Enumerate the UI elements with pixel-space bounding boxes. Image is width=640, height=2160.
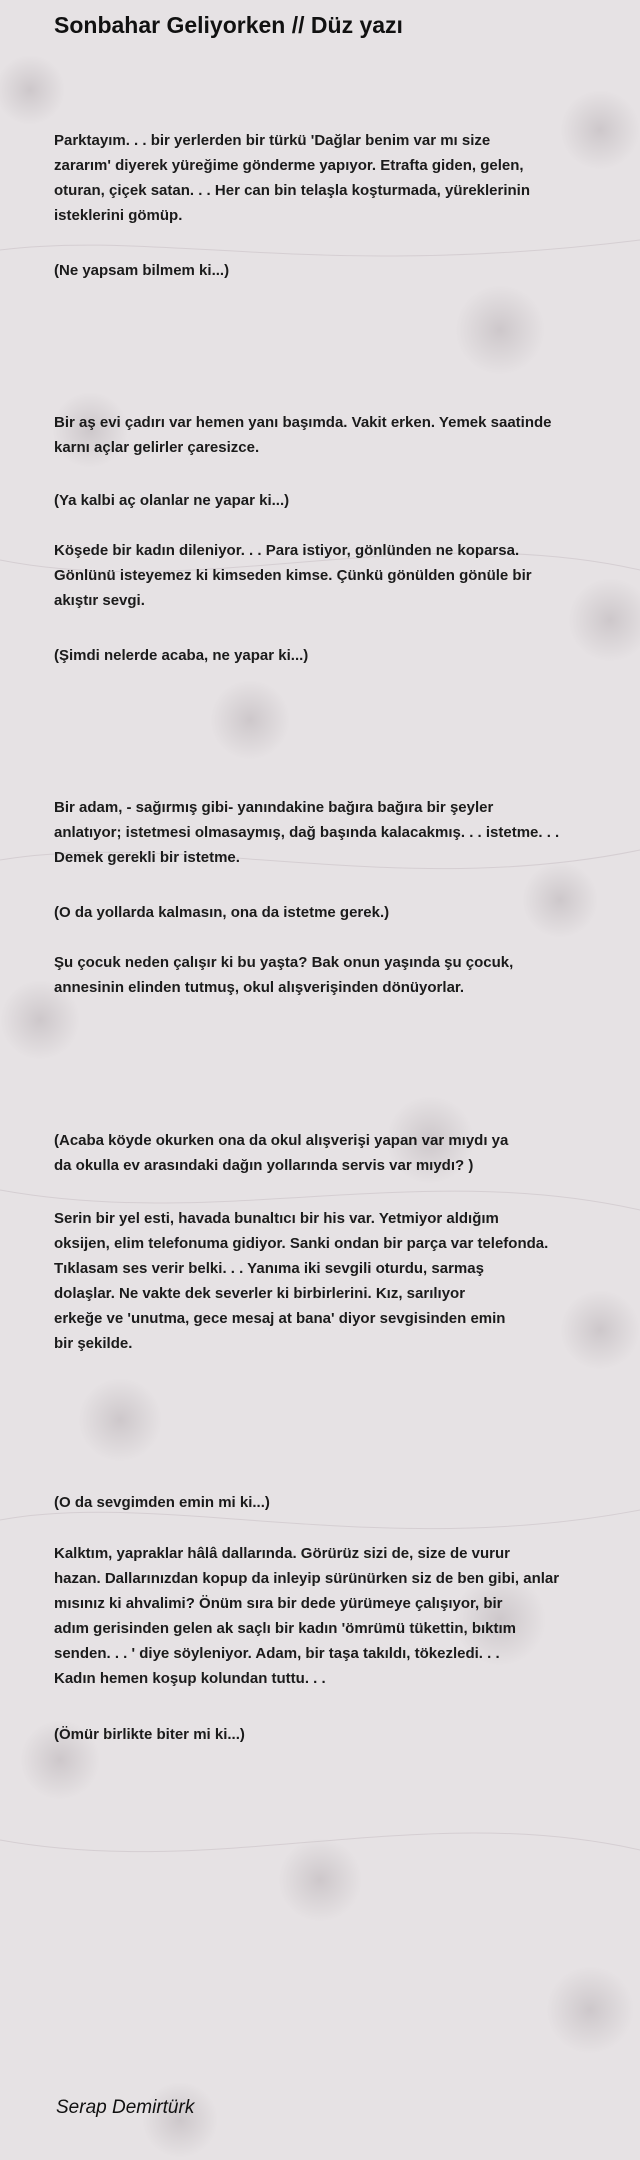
text-line: (Ne yapsam bilmem ki...): [54, 262, 230, 279]
text-line: karnı açlar gelirler çaresizce.: [54, 439, 260, 456]
text-line: Parktayım. . . bir yerlerden bir türkü 'Dağlar benim var mı size: [54, 132, 491, 149]
paragraph-4: [54, 488, 614, 513]
paragraph-12: [54, 1490, 614, 1515]
text-line: hazan. Dallarınızdan kopup da inleyip sürünürken siz de ben gibi, anlar: [54, 1570, 560, 1587]
paragraph-5: [54, 538, 614, 613]
text-line: (O da sevgimden emin mi ki...): [54, 1494, 270, 1511]
paragraph-8: [54, 900, 614, 925]
text-line: Bir adam, - sağırmış gibi- yanındakine bağıra bağıra bir şeyler: [54, 799, 494, 816]
text-line: akıştır sevgi.: [54, 592, 145, 609]
text-line: adım gerisinden gelen ak saçlı bir kadın 'ömrümü tükettin, bıktım: [54, 1620, 517, 1637]
paragraph-13: [54, 1541, 614, 1691]
page-title: Sonbahar Geliyorken // Düz yazı: [54, 12, 403, 38]
text-line: anlatıyor; istetmesi olmasaymış, dağ başında kalacakmış. . . istetme. . .: [54, 824, 560, 841]
text-line: bir şekilde.: [54, 1335, 133, 1352]
text-line: mısınız ki ahvalimi? Önüm sıra bir dede yürümeye çalışıyor, bir: [54, 1595, 503, 1612]
text-line: (Ömür birlikte biter mi ki...): [54, 1726, 245, 1743]
text-line: isteklerini gömüp.: [54, 207, 183, 224]
text-line: Demek gerekli bir istetme.: [54, 849, 240, 866]
text-line: oturan, çiçek satan. . . Her can bin telaşla koşturmada, yüreklerinin: [54, 182, 531, 199]
text-line: Kalktım, yapraklar hâlâ dallarında. Görürüz sizi de, size de vurur: [54, 1545, 510, 1562]
author-signature: Serap Demirtürk: [56, 2097, 195, 2118]
text-line: (Ya kalbi aç olanlar ne yapar ki...): [54, 492, 290, 509]
text-line: senden. . . ' diye söyleniyor. Adam, bir taşa takıldı, tökezledi. . .: [54, 1645, 500, 1662]
text-line: dolaşlar. Ne vakte dek severler ki birbirlerini. Kız, sarılıyor: [54, 1285, 466, 1302]
text-line: oksijen, elim telefonuma gidiyor. Sanki ondan bir parça var telefonda.: [54, 1235, 549, 1252]
text-line: annesinin elinden tutmuş, okul alışverişinden dönüyorlar.: [54, 979, 465, 996]
text-line: zararım' diyerek yüreğime gönderme yapıyor. Etrafta giden, gelen,: [54, 157, 524, 174]
paragraph-1: [54, 128, 614, 228]
text-line: (O da yollarda kalmasın, ona da istetme gerek.): [54, 904, 390, 921]
text-line: (Acaba köyde okurken ona da okul alışverişi yapan var mıydı ya: [54, 1132, 509, 1149]
text-line: da okulla ev arasındaki dağın yollarında servis var mıydı? ): [54, 1157, 474, 1174]
text-line: Serin bir yel esti, havada bunaltıcı bir his var. Yetmiyor aldığım: [54, 1210, 499, 1227]
text-line: Köşede bir kadın dileniyor. . . Para istiyor, gönlünden ne koparsa.: [54, 542, 520, 559]
paragraph-6: [54, 643, 614, 668]
paragraph-2: [54, 258, 614, 283]
text-line: Gönlünü isteyemez ki kimseden kimse. Çünkü gönülden gönüle bir: [54, 567, 532, 584]
text-line: Kadın hemen koşup kolundan tuttu. . .: [54, 1670, 326, 1687]
paragraph-7: [54, 795, 614, 870]
text-line: Bir aş evi çadırı var hemen yanı başımda. Vakit erken. Yemek saatinde: [54, 414, 552, 431]
paragraph-14: [54, 1722, 614, 1747]
paragraph-3: [54, 410, 614, 460]
text-line: (Şimdi nelerde acaba, ne yapar ki...): [54, 647, 309, 664]
text-line: Tıklasam ses verir belki. . . Yanıma iki sevgili oturdu, sarmaş: [54, 1260, 484, 1277]
text-line: Şu çocuk neden çalışır ki bu yaşta? Bak onun yaşında şu çocuk,: [54, 954, 514, 971]
text-line: erkeğe ve 'unutma, gece mesaj at bana' diyor sevgisinden emin: [54, 1310, 506, 1327]
paragraph-11: [54, 1206, 614, 1356]
paragraph-9: [54, 950, 614, 1000]
paragraph-10: [54, 1128, 614, 1178]
